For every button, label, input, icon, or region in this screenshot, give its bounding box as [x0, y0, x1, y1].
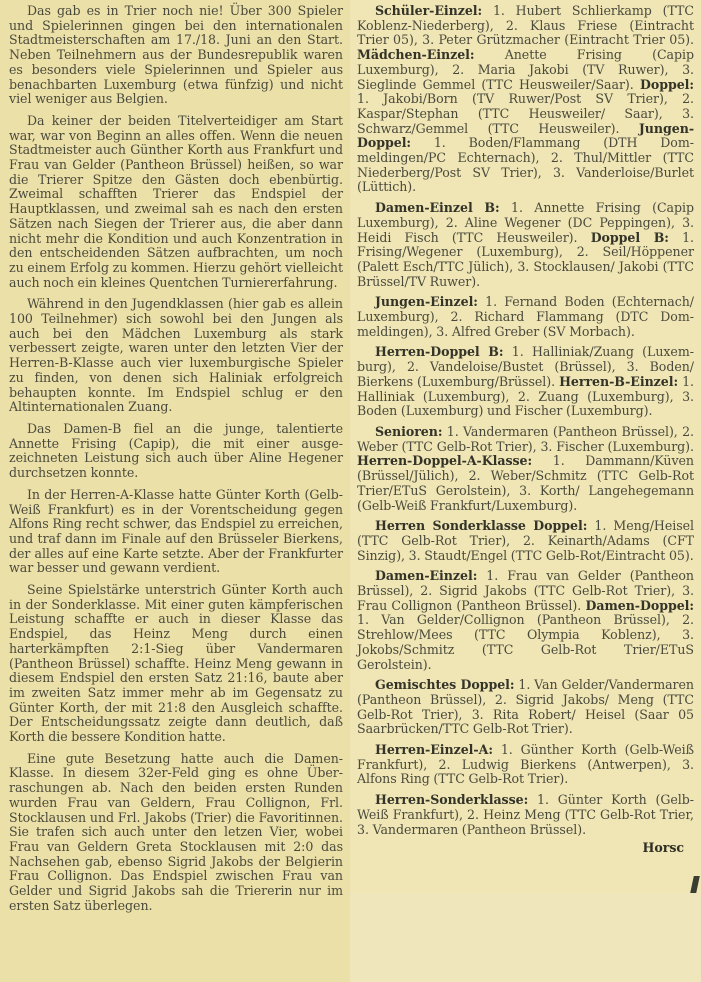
results-paragraph: [357, 678, 694, 737]
category-results: 1. Dammann/Küven (Brüssel/Jülich), 2. Weber/Schmitz (TTC Gelb-Rot Trier/ETuS Gerolstein), 3. Korth/ Langehegemann (Gelb-Weiß Frankfurt/Luxemburg).: [357, 453, 694, 513]
category-heading: Herren-Doppel B:: [375, 344, 504, 360]
category-heading: Gemischtes Doppel:: [375, 677, 515, 693]
category-results: 1. Frising/Wegener (Luxemburg), 2. Seil/Höppener (Palett Esch/TTC Jülich), 3. Stocklausen/ Jakobi (TTC Brüssel/TV Ruwer).: [357, 229, 694, 289]
category-results: 1. Frau van Gelder (Pantheon Brüssel), 2. Sigrid Jakobs (TTC Gelb-Rot Trier), 3. Frau Collignon (Pantheon Brüssel).: [357, 568, 694, 613]
category-results: 1. Hubert Schlierkamp (TTC Koblenz-Niederberg), 2. Klaus Friese (Eintracht Trier 05), 3. Peter Grützmacher (Eintracht Trier 05).: [357, 3, 694, 48]
results-paragraph: [357, 425, 694, 513]
category-results: 1. Halliniak (Luxemburg), 2. Zuang (Luxemburg), 3. Boden (Luxemburg) und Fischer (Luxemburg).: [357, 373, 694, 419]
article-left-column: [9, 4, 343, 920]
category-results: 1. Vandermaren (Pantheon Brüssel), 2. Weber (TTC Gelb-Rot Trier), 3. Fischer (Luxemburg).: [357, 423, 694, 454]
blank-paper-area: [350, 893, 701, 982]
results-paragraph: [357, 519, 694, 563]
article-paragraph: Da keiner der beiden Titelverteidiger am Start war, war von Beginn an alles offen. Wenn die neuen Stadtmeister auch Günther Korth aus Frankfurt und Frau van Gelder (Pantheon Brüssel) heißen, so war die Trierer Spitze den Gästen doch ebenbürtig. Zweimal schafften Trierer das Endspiel der Hauptklassen, und zweimal sah es nach den ersten Sätzen nach Siegen der Trierer aus, die aber dann nicht mehr die Kondition und auch Konzentration in den entscheidenden Sätzen aufbrachten, um noch zu einem Erfolg zu kommen. Hierzu gehört vielleicht auch noch ein kleines Quentchen Turniererfahrung.: [9, 112, 343, 290]
category-heading: Damen-Einzel:: [375, 568, 478, 584]
category-heading: Jungen-Einzel:: [375, 294, 478, 310]
article-paragraph: In der Herren-A-Klasse hatte Günter Korth (Gelb-Weiß Frankfurt) es in der Vorentscheidung gegen Alfons Ring recht schwer, das Endspiel zu erreichen, und traf dann im Finale auf den Brüsseler Bierkens, der alles auf eine Karte setzte. Aber der Frankfurter war besser und gewann verdient.: [9, 486, 343, 576]
category-results: 1. Fernand Boden (Echternach/ Luxemburg), 2. Richard Flammang (DTC Dommeldingen), 3. Alfred Greber (SV Morbach).: [357, 294, 694, 339]
category-heading: Herren-Einzel-A:: [375, 742, 493, 758]
category-heading: Mädchen-Einzel:: [357, 47, 475, 63]
category-results: 1. Boden/Flammang (DTH Dommeldingen/PC Echternach), 2. Thul/Mittler (TTC Niederberg/Post SV Trier), 3. Vanderloise/Burlet (Lüttich).: [357, 135, 694, 195]
category-heading: Herren-Doppel-A-Klasse:: [357, 453, 533, 469]
results-paragraph: [357, 4, 694, 195]
category-heading: Damen-Einzel B:: [375, 200, 500, 216]
category-heading: Herren-B-Einzel:: [559, 373, 679, 389]
article-paragraph: Seine Spielstärke unterstrich Günter Korth auch in der Sonderklasse. Mit einer guten kämpferischen Leistung schaffte er auch in dieser Klasse das Endspiel, das Heinz Meng durch einen harterkämpften 2:1-Sieg über Vandermaren (Pantheon Brüssel) schaffte. Heinz Meng gewann in diesem Endspiel den ersten Satz 21:16, baute aber im zweiten Satz immer mehr ab im Gegensatz zu Günter Korth, der mit 21:8 den Ausgleich schaffte. Der Entscheidungssatz zeigte dann deutlich, daß Korth die bessere Kondition hatte.: [9, 582, 343, 745]
category-results: 1. Van Gelder/Collignon (Pantheon Brüssel), 2. Strehlow/Mees (TTC Olympia Koblenz), 3. Jokobs/Schmitz (TTC Gelb-Rot Trier/ETuS Gerolstein).: [357, 612, 694, 672]
category-heading: Doppel B:: [590, 229, 669, 245]
category-results: Anette Frising (Capip Luxemburg), 2. Maria Jakobi (TV Ruwer), 3. Sieglinde Gemmel (TTC Heusweiler/Saar).: [357, 47, 694, 92]
results-paragraph: [357, 743, 694, 787]
results-paragraph: [357, 345, 694, 419]
category-heading: Herren-Sonderklasse:: [375, 792, 529, 808]
article-paragraph: Das Damen-B fiel an die junge, talentierte Annette Frising (Capip), die mit einer ausgezeichneten Leistung sich auch über Aline Hegener durchsetzen konnte.: [9, 420, 343, 481]
results-paragraph: [357, 793, 694, 837]
category-heading: Schüler-Einzel:: [375, 3, 483, 18]
category-heading: Doppel:: [639, 76, 694, 92]
article-paragraph: Eine gute Besetzung hatte auch die Damen-Klasse. In diesem 32er-Feld ging es ohne Überraschungen ab. Nach den beiden ersten Runden wurden Frau van Geldern, Frau Collignon, Frl. Stocklausen und Frl. Jakobs (Trier) die Favoritinnen. Sie trafen sich auch unter den letzen Vier, wobei Frau van Geldern Greta Stocklausen mit 2:0 das Nachsehen gab, ebenso Sigrid Jakobs der Belgierin Frau Collignon. Das Endspiel zwischen Frau van Gelder und Sigrid Jakobs sah die Triererin nur im ersten Satz überlegen.: [9, 750, 343, 913]
results-list: [357, 4, 694, 837]
results-paragraph: [357, 295, 694, 339]
article-paragraph: Während in den Jugendklassen (hier gab es allein 100 Teilnehmer) sich sowohl bei den Jungen als auch bei den Mädchen Luxemburg als stark verbessert zeigte, waren unter den letzten Vier der Herren-B-Klasse auch vier luxemburgische Spieler zu finden, von denen sich Haliniak erfolgreich behaupten konnte. Im Endspiel schlug er den Altinternationalen Zuang.: [9, 296, 343, 415]
author-signature: Horsc: [642, 840, 684, 856]
results-right-column: [357, 4, 694, 856]
category-heading: Jungen-Doppel:: [357, 120, 694, 151]
category-results: 1. Günter Korth (Gelb-Weiß Frankfurt), 2. Heinz Meng (TTC Gelb-Rot Trier, 3. Vandermaren (Pantheon Brüssel).: [357, 792, 694, 837]
category-results: 1. Van Gelder/Vandermaren (Pantheon Brüssel), 2. Sigrid Jakobs/ Meng (TTC Gelb-Rot Trier), 3. Rita Robert/ Heisel (Saar 05 Saarbrücken/TTC Gelb-Rot Trier).: [357, 677, 694, 737]
category-results: 1. Meng/Heisel (TTC Gelb-Rot Trier), 2. Keinarth/Adams (CFT Sinzig), 3. Staudt/Engel (TTC Gelb-Rot/Eintracht 05).: [357, 518, 695, 563]
category-heading: Senioren:: [375, 423, 443, 439]
category-results: 1. Günther Korth (Gelb-Weiß Frankfurt), 2. Ludwig Bierkens (Antwerpen), 3. Alfons Ring (TTC Gelb-Rot Trier).: [357, 742, 694, 787]
results-paragraph: [357, 569, 694, 672]
category-results: 1. Jakobi/Born (TV Ruwer/Post SV Trier), 2. Kaspar/Stephan (TTC Heusweiler/ Saar), 3. Schwarz/Gemmel (TTC Heusweiler).: [357, 91, 694, 136]
results-paragraph: [357, 201, 694, 289]
category-heading: Herren Sonderklasse Doppel:: [375, 518, 588, 534]
category-results: 1. Annette Frising (Capip Luxemburg), 2. Aline Wegener (DC Peppingen), 3. Heidi Fisch (TTC Heusweiler).: [357, 200, 695, 245]
category-heading: Damen-Doppel:: [585, 597, 694, 613]
category-results: 1. Halliniak/Zuang (Luxemburg), 2. Vandeloise/Bustet (Brüssel), 3. Boden/ Bierkens (Luxemburg/Brüssel).: [357, 344, 694, 389]
article-paragraph: Das gab es in Trier noch nie! Über 300 Spieler und Spielerinnen gingen bei den internationalen Stadtmeisterschaften am 17./18. Juni an den Start. Neben Teilnehmern aus der Bundesrepublik waren es besonders viele Spielerinnen und Spieler aus benachbarten Luxemburg (etwa fünfzig) und nicht viel weniger aus Belgien.: [9, 3, 343, 107]
